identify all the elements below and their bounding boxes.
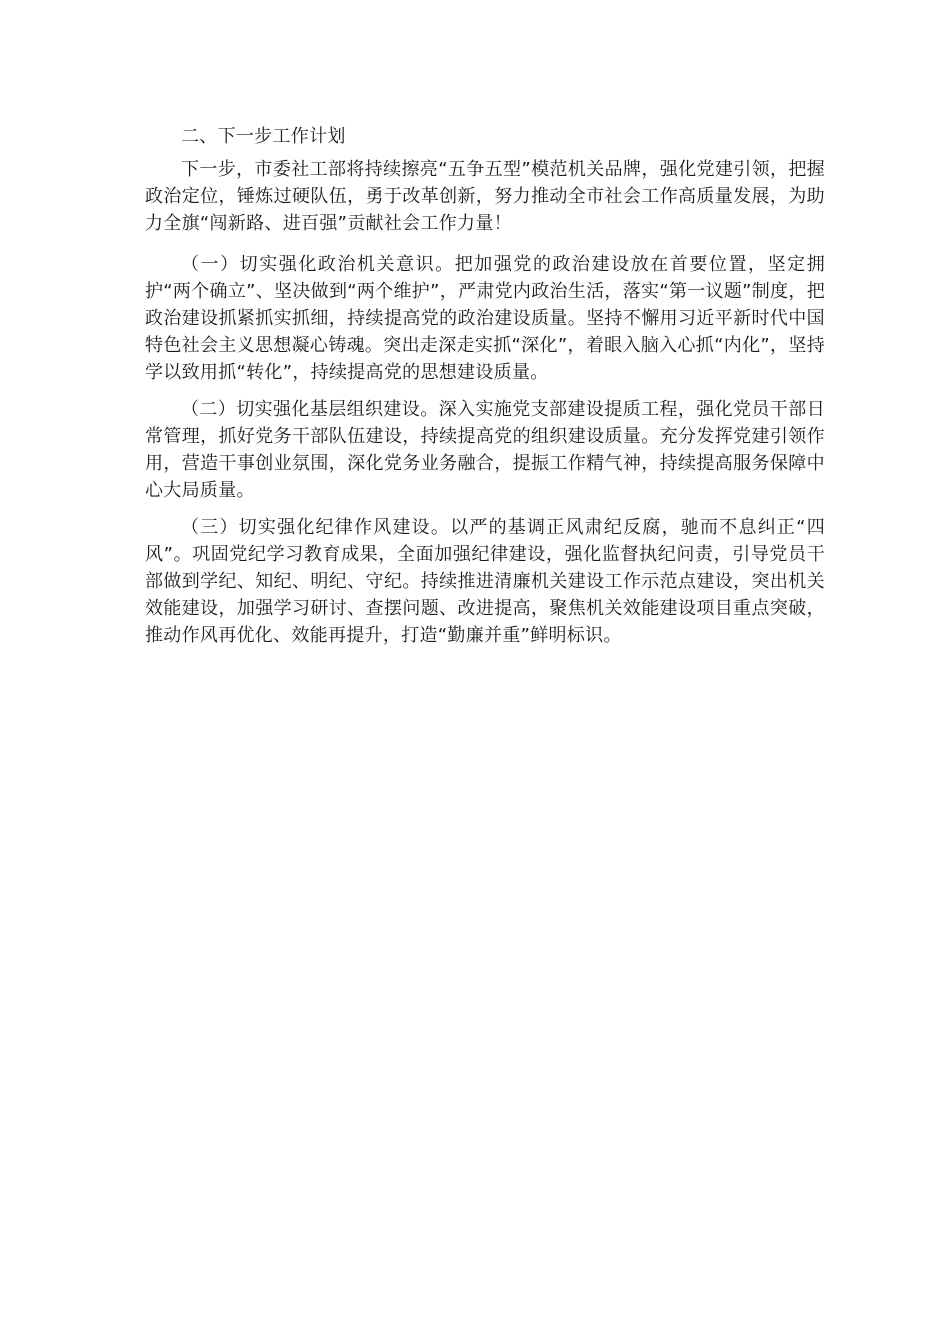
paragraph-discipline-style: （三）切实强化纪律作风建设。以严的基调正风肃纪反腐，驰而不息纠正“四风”。巩固党纪学习教育成果，全面加强纪律建设，强化监督执纪问责，引导党员干部做到学纪、知纪、明纪、守纪。持续推进清廉机关建设工作示范点建设，突出机关效能建设，加强学习研讨、查摆问题、改进提高，聚焦机关效能建设项目重点突破，推动作风再优化、效能再提升，打造“勤廉并重”鲜明标识。 <box>145 517 825 646</box>
paragraph-political-awareness: （一）切实强化政治机关意识。把加强党的政治建设放在首要位置，坚定拥护“两个确立”、坚决做到“两个维护”，严肃党内政治生活，落实“第一议题”制度，把政治建设抓紧抓实抓细，持续提高党的政治建设质量。坚持不懈用习近平新时代中国特色社会主义思想凝心铸魂。突出走深走实抓“深化”，着眼入脑入心抓“内化”，坚持学以致用抓“转化”，持续提高党的思想建设质量。 <box>145 254 825 383</box>
document-body <box>145 123 825 659</box>
paragraph-grassroots-organization: （二）切实强化基层组织建设。深入实施党支部建设提质工程，强化党员干部日常管理，抓好党务干部队伍建设，持续提高党的组织建设质量。充分发挥党建引领作用，营造干事创业氛围，深化党务业务融合，提振工作精气神，持续提高服务保障中心大局质量。 <box>145 399 825 501</box>
paragraph-intro: 下一步，市委社工部将持续擦亮“五争五型”模范机关品牌，强化党建引领，把握政治定位，锤炼过硬队伍，勇于改革创新，努力推动全市社会工作高质量发展，为助力全旗“闯新路、进百强”贡献社会工作力量！ <box>145 159 825 234</box>
section-heading: 二、下一步工作计划 <box>181 126 346 147</box>
